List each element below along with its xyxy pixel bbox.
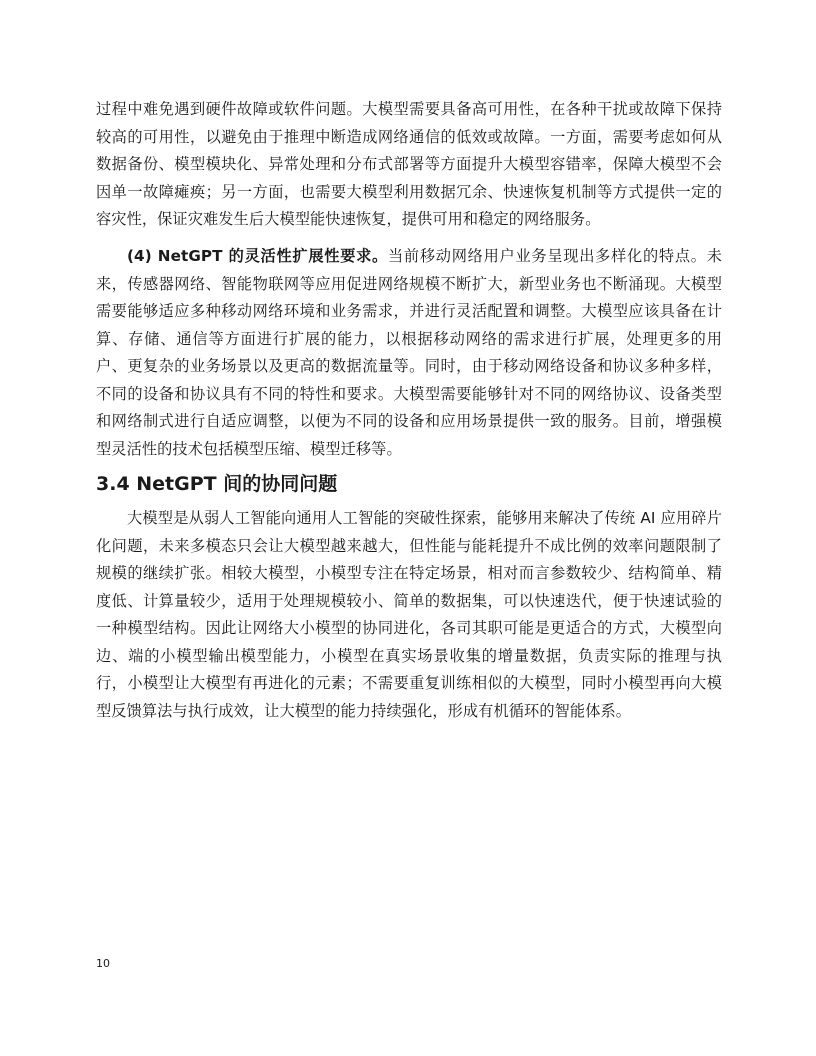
flexibility-body: 当前移动网络用户业务呈现出多样化的特点。未来，传感器网络、智能物联网等应用促进网络规模不断扩大，新型业务也不断涌现。大模型需要能够适应多种移动网络环境和业务需求，并进行灵活配置和调整。大模型应该具备在计算、存储、通信等方面进行扩展的能力，以根据移动网络的需求进行扩展，处理更多的用户、更复杂的业务场景以及更高的数据流量等。同时，由于移动网络设备和协议多种多样，不同的设备和协议具有不同的特性和要求。大模型需要能够针对不同的网络协议、设备类型和网络制式进行自适应调整，以便为不同的设备和应用场景提供一致的服务。目前，增强模型灵活性的技术包括模型压缩、模型迁移等。: [96, 247, 722, 458]
page-number: 10: [96, 957, 110, 970]
availability-paragraph: 过程中难免遇到硬件故障或软件问题。大模型需要具备高可用性，在各种干扰或故障下保持较高的可用性，以避免由于推理中断造成网络通信的低效或故障。一方面，需要考虑如何从数据备份、模型模块化、异常处理和分布式部署等方面提升大模型容错率，保障大模型不会因单一故障瘫痪；另一方面，也需要大模型利用数据冗余、快速恢复机制等方式提供一定的容灾性，保证灾难发生后大模型能快速恢复，提供可用和稳定的网络服务。: [96, 100, 722, 228]
flexibility-title: (4) NetGPT 的灵活性扩展性要求。: [127, 247, 388, 265]
availability-paragraph-block: [96, 96, 722, 234]
collaboration-paragraph-block: [96, 505, 722, 725]
collaboration-paragraph: 大模型是从弱人工智能向通用人工智能的突破性探索，能够用来解决了传统 AI 应用碎片化问题，未来多模态只会让大模型越来越大，但性能与能耗提升不成比例的效率问题限制了规模的继续扩张。相较大模型，小模型专注在特定场景，相对而言参数较少、结构简单、精度低、计算量较少，适用于处理规模较小、简单的数据集，可以快速迭代，便于快速试验的一种模型结构。因此让网络大小模型的协同进化，各司其职可能是更适合的方式，大模型向边、端的小模型输出模型能力，小模型在真实场景收集的增量数据，负责实际的推理与执行，小模型让大模型有再进化的元素；不需要重复训练相似的大模型，同时小模型再向大模型反馈算法与执行成效，让大模型的能力持续强化，形成有机循环的智能体系。: [96, 509, 722, 720]
section-heading: 3.4 NetGPT 间的协同问题: [96, 473, 338, 495]
flexibility-paragraph: [96, 243, 722, 463]
flexibility-paragraph-block: [96, 243, 722, 463]
